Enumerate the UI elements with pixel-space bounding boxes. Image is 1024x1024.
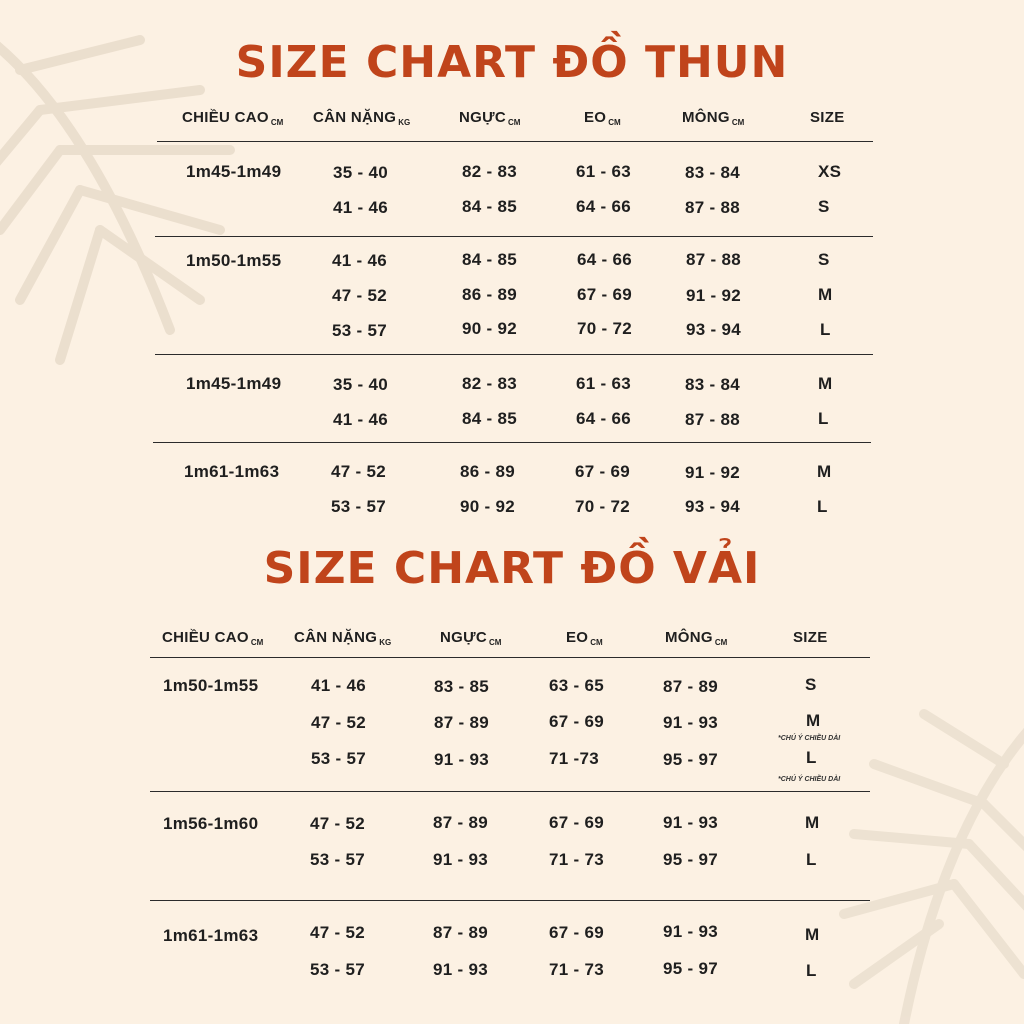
- weight-value: 47 - 52: [310, 923, 366, 942]
- size-value: M: [806, 711, 821, 730]
- hip-value: 87 - 88: [685, 198, 741, 217]
- table-divider: [153, 442, 871, 443]
- hip-value: 87 - 88: [686, 250, 742, 269]
- header-size: SIZE: [793, 629, 828, 646]
- chest-value: 86 - 89: [460, 462, 516, 481]
- waist-value: 61 - 63: [576, 162, 632, 181]
- height-range: 1m61-1m63: [163, 926, 259, 945]
- table-divider: [157, 141, 873, 142]
- height-range: 1m50-1m55: [186, 251, 282, 270]
- chest-value: 87 - 89: [433, 923, 489, 942]
- waist-value: 64 - 66: [576, 197, 632, 216]
- hip-value: 91 - 92: [686, 286, 742, 305]
- weight-value: 41 - 46: [311, 676, 367, 695]
- height-range: 1m45-1m49: [186, 374, 282, 393]
- waist-value: 64 - 66: [576, 409, 632, 428]
- header-height: CHIỀU CAO $_{CM}$: [162, 629, 264, 647]
- weight-value: 41 - 46: [333, 410, 389, 429]
- waist-value: 70 - 72: [577, 319, 633, 338]
- size-value: L: [806, 748, 817, 767]
- hip-value: 87 - 88: [685, 410, 741, 429]
- size-value: XS: [818, 162, 842, 181]
- hip-value: 83 - 84: [685, 163, 741, 182]
- table-title: SIZE CHART ĐỒ THUN: [235, 37, 789, 88]
- header-weight: CÂN NẶNG $_{KG}$: [294, 629, 392, 647]
- header-size: SIZE: [810, 109, 845, 126]
- waist-value: 64 - 66: [577, 250, 633, 269]
- waist-value: 70 - 72: [575, 497, 631, 516]
- hip-value: 91 - 93: [663, 922, 719, 941]
- chest-value: 82 - 83: [462, 162, 518, 181]
- table-divider: [155, 236, 873, 237]
- size-value: M: [818, 285, 833, 304]
- table-divider: [150, 791, 870, 792]
- header-chest: NGỰC $_{CM}$: [459, 109, 521, 127]
- weight-value: 53 - 57: [310, 960, 366, 979]
- header-waist: EO $_{CM}$: [584, 109, 621, 127]
- header-height: CHIỀU CAO $_{CM}$: [182, 109, 284, 127]
- hip-value: 91 - 92: [685, 463, 741, 482]
- size-value: L: [818, 409, 829, 428]
- size-value: M: [805, 925, 820, 944]
- table-title: SIZE CHART ĐỒ VẢI: [263, 543, 761, 594]
- size-value: L: [806, 961, 817, 980]
- weight-value: 47 - 52: [331, 462, 387, 481]
- hip-value: 95 - 97: [663, 850, 719, 869]
- weight-value: 41 - 46: [333, 198, 389, 217]
- weight-value: 47 - 52: [311, 713, 367, 732]
- waist-value: 67 - 69: [549, 813, 605, 832]
- hip-value: 95 - 97: [663, 750, 719, 769]
- waist-value: 71 - 73: [549, 960, 605, 979]
- size-value: M: [805, 813, 820, 832]
- chest-value: 86 - 89: [462, 285, 518, 304]
- height-range: 1m45-1m49: [186, 162, 282, 181]
- weight-value: 41 - 46: [332, 251, 388, 270]
- hip-value: 83 - 84: [685, 375, 741, 394]
- weight-value: 53 - 57: [311, 749, 367, 768]
- waist-value: 67 - 69: [549, 923, 605, 942]
- chest-value: 84 - 85: [462, 409, 518, 428]
- weight-value: 35 - 40: [333, 375, 389, 394]
- size-value: L: [806, 850, 817, 869]
- weight-value: 53 - 57: [310, 850, 366, 869]
- chest-value: 82 - 83: [462, 374, 518, 393]
- size-value: S: [818, 250, 830, 269]
- weight-value: 53 - 57: [332, 321, 388, 340]
- hip-value: 95 - 97: [663, 959, 719, 978]
- waist-value: 61 - 63: [576, 374, 632, 393]
- table-divider: [150, 900, 870, 901]
- chest-value: 87 - 89: [434, 713, 490, 732]
- length-note: *CHÚ Ý CHIỀU DÀI: [778, 735, 841, 742]
- chest-value: 87 - 89: [433, 813, 489, 832]
- table-divider: [155, 354, 873, 355]
- waist-value: 71 - 73: [549, 850, 605, 869]
- header-hip: MÔNG $_{CM}$: [682, 109, 745, 127]
- header-weight: CÂN NẶNG $_{KG}$: [313, 109, 411, 127]
- waist-value: 67 - 69: [549, 712, 605, 731]
- header-chest: NGỰC $_{CM}$: [440, 629, 502, 647]
- chest-value: 91 - 93: [434, 750, 490, 769]
- hip-value: 87 - 89: [663, 677, 719, 696]
- height-range: 1m50-1m55: [163, 676, 259, 695]
- chest-value: 90 - 92: [460, 497, 516, 516]
- length-note: *CHÚ Ý CHIỀU DÀI: [778, 776, 841, 783]
- weight-value: 47 - 52: [310, 814, 366, 833]
- header-waist: EO $_{CM}$: [566, 629, 603, 647]
- chest-value: 84 - 85: [462, 250, 518, 269]
- waist-value: 67 - 69: [575, 462, 631, 481]
- weight-value: 35 - 40: [333, 163, 389, 182]
- chest-value: 91 - 93: [433, 850, 489, 869]
- size-value: S: [805, 675, 817, 694]
- hip-value: 93 - 94: [686, 320, 742, 339]
- chest-value: 84 - 85: [462, 197, 518, 216]
- weight-value: 53 - 57: [331, 497, 387, 516]
- header-hip: MÔNG $_{CM}$: [665, 629, 728, 647]
- waist-value: 63 - 65: [549, 676, 605, 695]
- hip-value: 91 - 93: [663, 813, 719, 832]
- waist-value: 71 -73: [549, 749, 600, 768]
- height-range: 1m56-1m60: [163, 814, 259, 833]
- size-value: L: [817, 497, 828, 516]
- weight-value: 47 - 52: [332, 286, 388, 305]
- size-value: S: [818, 197, 830, 216]
- chest-value: 90 - 92: [462, 319, 518, 338]
- hip-value: 91 - 93: [663, 713, 719, 732]
- hip-value: 93 - 94: [685, 497, 741, 516]
- height-range: 1m61-1m63: [184, 462, 280, 481]
- chest-value: 91 - 93: [433, 960, 489, 979]
- size-value: M: [818, 374, 833, 393]
- size-value: L: [820, 320, 831, 339]
- table-divider: [150, 657, 870, 658]
- size-value: M: [817, 462, 832, 481]
- chest-value: 83 - 85: [434, 677, 490, 696]
- waist-value: 67 - 69: [577, 285, 633, 304]
